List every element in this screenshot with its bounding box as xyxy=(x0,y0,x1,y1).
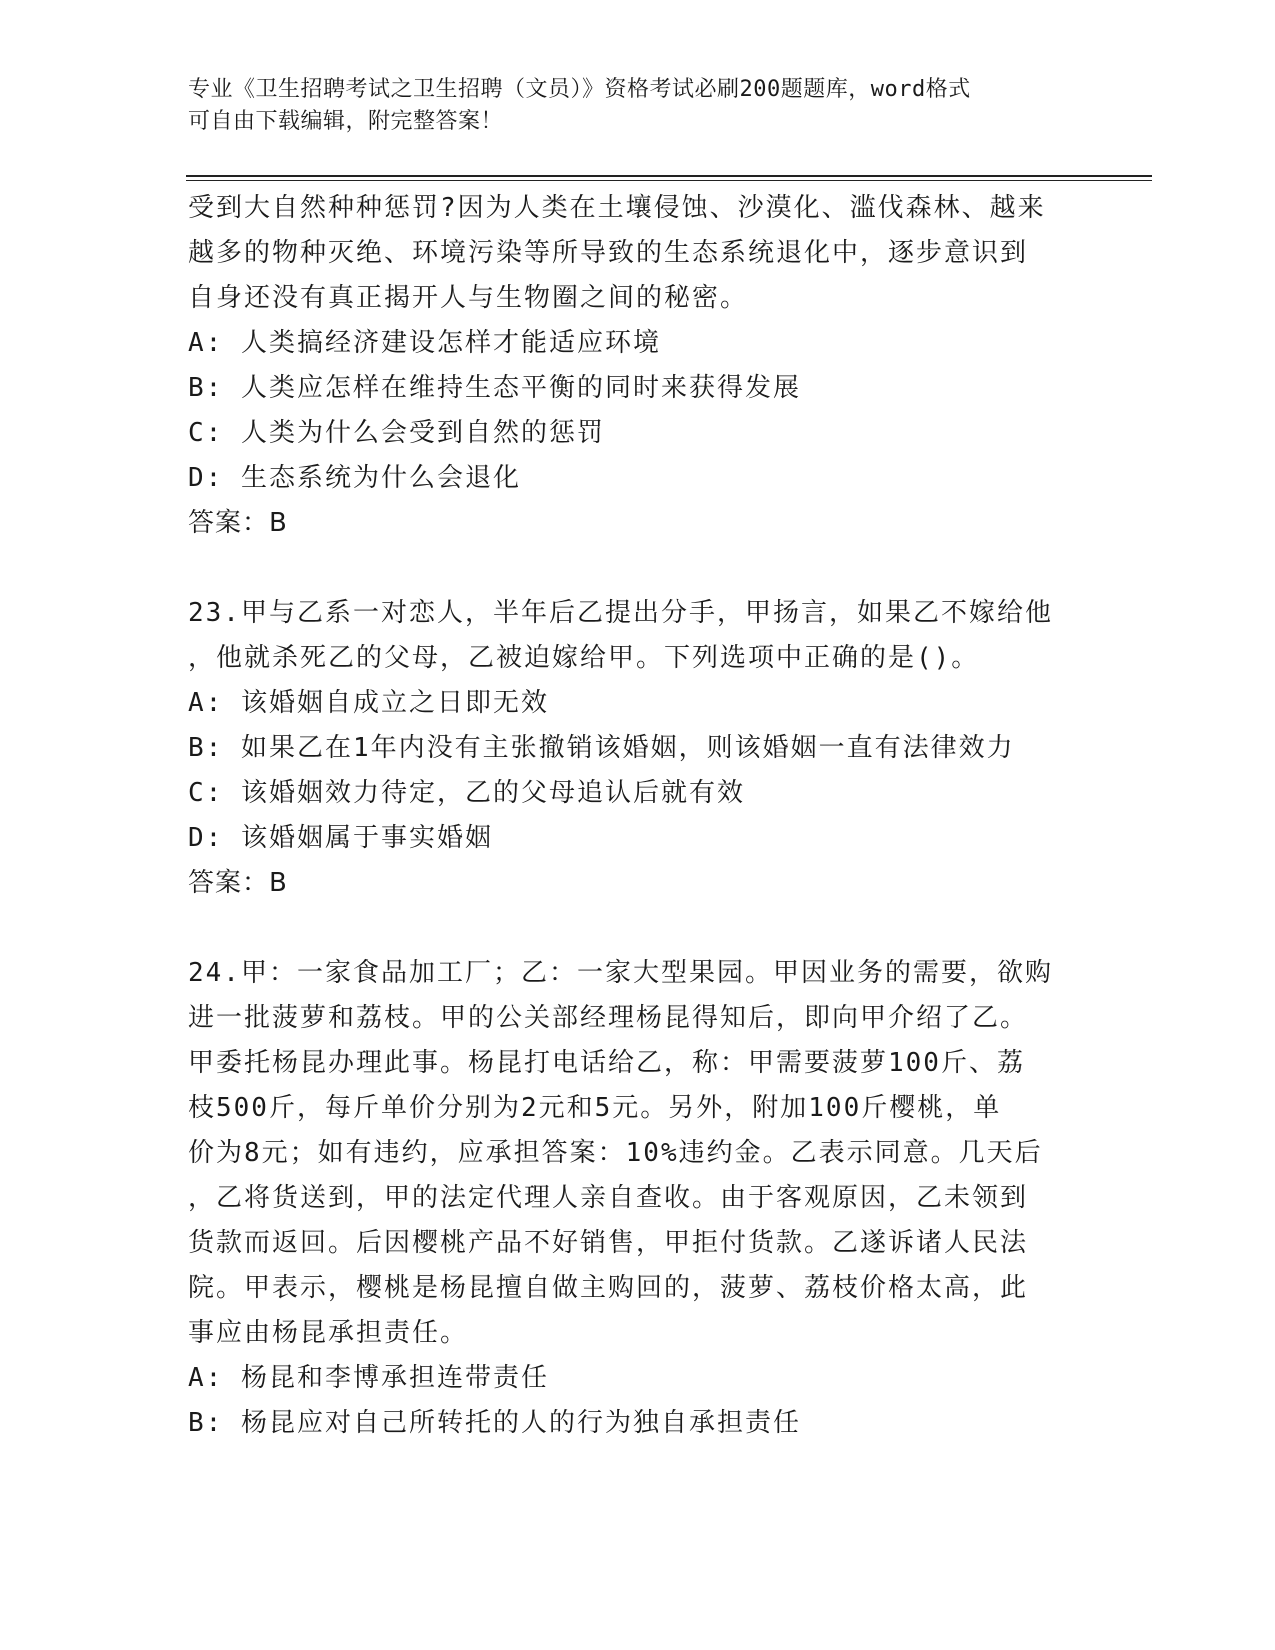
question-stem-line: 自身还没有真正揭开人与生物圈之间的秘密。 xyxy=(188,283,749,313)
question-22 xyxy=(188,186,1088,546)
question-stem-line: 越多的物种灭绝、环境污染等所导致的生态系统退化中，逐步意识到 xyxy=(188,238,1029,268)
question-stem-line: 价为8元；如有违约，应承担答案：10%违约金。乙表示同意。几天后 xyxy=(188,1138,1043,1168)
option-a: A: 杨昆和李博承担连带责任 xyxy=(188,1363,549,1393)
option-d: D: 生态系统为什么会退化 xyxy=(188,463,521,493)
question-stem-line: 货款而返回。后因樱桃产品不好销售，甲拒付货款。乙遂诉诸人民法 xyxy=(188,1228,1029,1258)
question-stem-line: ，他就杀死乙的父母，乙被迫嫁给甲。下列选项中正确的是()。 xyxy=(188,643,980,673)
option-b: B: 杨昆应对自己所转托的人的行为独自承担责任 xyxy=(188,1408,801,1438)
question-spacer xyxy=(188,546,1088,591)
option-d: D: 该婚姻属于事实婚姻 xyxy=(188,823,493,853)
question-stem-line: 23.甲与乙系一对恋人，半年后乙提出分手，甲扬言，如果乙不嫁给他 xyxy=(188,598,1053,628)
question-stem-line: 枝500斤，每斤单价分别为2元和5元。另外，附加100斤樱桃，单 xyxy=(188,1093,1002,1123)
header-title-line-2: 可自由下载编辑，附完整答案！ xyxy=(188,109,504,134)
question-content xyxy=(188,186,1088,1446)
document-header xyxy=(188,74,1068,138)
question-stem-line: 事应由杨昆承担责任。 xyxy=(188,1318,469,1348)
question-stem-line: 甲委托杨昆办理此事。杨昆打电话给乙，称：甲需要菠萝100斤、荔 xyxy=(188,1048,1025,1078)
question-stem-line: 24.甲：一家食品加工厂；乙：一家大型果园。甲因业务的需要，欲购 xyxy=(188,958,1053,988)
option-b: B: 人类应怎样在维持生态平衡的同时来获得发展 xyxy=(188,373,801,403)
option-c: C: 人类为什么会受到自然的惩罚 xyxy=(188,418,605,448)
header-title-line-1: 专业《卫生招聘考试之卫生招聘（文员）》资格考试必刷200题题库，word格式 xyxy=(188,77,971,102)
question-24 xyxy=(188,951,1088,1446)
option-a: A: 该婚姻自成立之日即无效 xyxy=(188,688,549,718)
option-a: A: 人类搞经济建设怎样才能适应环境 xyxy=(188,328,661,358)
option-c: C: 该婚姻效力待定，乙的父母追认后就有效 xyxy=(188,778,745,808)
option-b: B: 如果乙在1年内没有主张撤销该婚姻，则该婚姻一直有法律效力 xyxy=(188,733,1015,763)
question-stem-line: ，乙将货送到，甲的法定代理人亲自查收。由于客观原因，乙未领到 xyxy=(188,1183,1029,1213)
question-stem-line: 院。甲表示，樱桃是杨昆擅自做主购回的，菠萝、荔枝价格太高，此 xyxy=(188,1273,1029,1303)
question-stem-line: 受到大自然种种惩罚?因为人类在土壤侵蚀、沙漠化、滥伐森林、越来 xyxy=(188,193,1046,223)
header-divider xyxy=(186,175,1152,181)
question-spacer xyxy=(188,906,1088,951)
answer-label: 答案：B xyxy=(188,508,288,538)
answer-label: 答案：B xyxy=(188,868,288,898)
question-23 xyxy=(188,591,1088,906)
question-stem-line: 进一批菠萝和荔枝。甲的公关部经理杨昆得知后，即向甲介绍了乙。 xyxy=(188,1003,1029,1033)
